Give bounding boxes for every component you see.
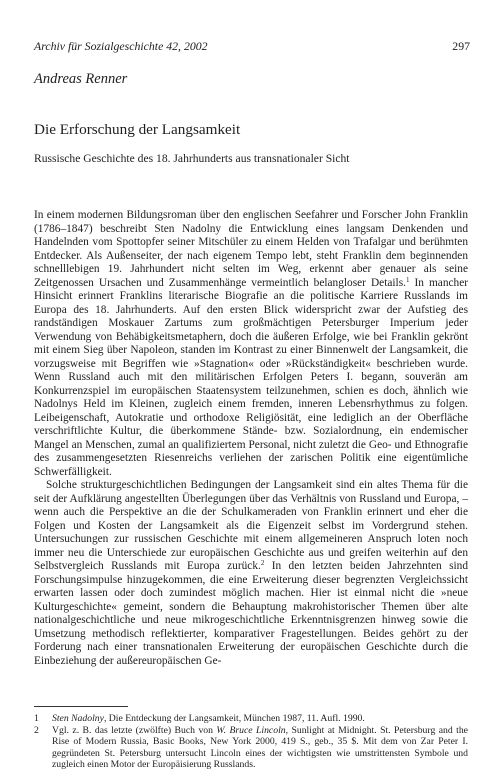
footnote-marker[interactable]: 2 <box>260 559 265 567</box>
footnote <box>34 713 468 725</box>
body-paragraph <box>34 479 468 668</box>
footnote-author: W. Bruce Lincoln <box>216 724 286 736</box>
article-subtitle: Russische Geschichte des 18. Jahrhunderts aus transnationaler Sicht <box>34 152 350 165</box>
footnote-text: , Die Entdeckung der Langsamkeit, München 1987, 11. Aufl. 1990. <box>103 713 365 724</box>
journal-citation: Archiv für Sozialgeschichte 42, 2002 <box>34 39 208 53</box>
page-number: 297 <box>452 39 470 53</box>
article-author: Andreas Renner <box>34 71 128 87</box>
article-body <box>34 209 468 668</box>
footnote-text: Vgl. z. B. das letzte (zwölfte) Buch von <box>52 724 217 736</box>
footnote-author: Sten Nadolny <box>52 713 104 724</box>
footnote-marker[interactable]: 1 <box>405 275 410 284</box>
paragraph-text: In mancher Hinsicht erinnert Franklins literarische Biografie an die politische Karriere Russlands im Europa des 18. Jahrhunderts. Auf den ersten Blick widerspricht zwar der Aufstieg des randständigen Moskauer Zartums zum großmächtigen Petersburger Imperium jeder Verwendung von Behäbigkeitsmetaphern, doch die äußeren Erfolge, wie bei Franklin gekrönt mit einem Sieg über Napoleon, standen im Kontrast zu einer Binnenwelt der Langsamkeit, die vorzugsweise mit Begriffen wie »Stagnation« oder »Rückständigkeit« beschrieben wurde. Wenn Russland auch mit den militärischen Erfolgen Peters I. begann, souverän am Konkurrenzspiel im europäischen Staatensystem teilzunehmen, schien es doch, ähnlich wie Nadolnys Held im Kleinen, zugleich einem fremden, inneren Lebensrhythmus zu folgen. Leibeigenschaft, Autokratie und orthodoxe Religiösität, eine lediglich an der Oberfläche verschriftlichte Kultur, die überkommene Stände- bzw. Sozialordnung, ein endemischer Mangel an Menschen, zumal an qualifiziertem Personal, nicht zuletzt die Geo- und Ethnografie des zusammengesetzten Riesenreichs verliehen der zarischen Politik eine eigentümliche Schwerfälligkeit. <box>34 276 469 478</box>
footnote-number: 2 <box>34 724 39 736</box>
running-header <box>34 39 470 55</box>
paragraph-text: Solche strukturgeschichtlichen Bedingungen der Langsamkeit sind ein altes Thema für die seit der Aufklärung angestellten Überlegungen über das Verhältnis von Russland und Europa, – wenn auch die Perspektive an die der Schulkameraden von Franklin erinnert und eher die Folgen und Kosten der Langsamkeit als die Eigenzeit selbst im Vordergrund stehen. Untersuchungen zur russischen Geschichte mit einem allgemeineren Anspruch loten noch immer neu die Unterschiede zur europäischen Geschichte aus und greifen weiterhin auf den Selbstvergleich Russlands mit Europa zurück. <box>34 479 468 572</box>
footnote <box>34 725 468 771</box>
article-title: Die Erforschung der Langsamkeit <box>34 121 241 138</box>
footnote-text: , Sunlight at Midnight. St. Petersburg and the Rise of Modern Russia, Basic Books, New York 2000, 419 S., geb., 35 $. Mit dem von Zar Peter I. gegründeten St. Petersburg untersucht Lincoln eines der wichtigsten wie umstrittensten Symbole und zugleich einen Motor der Europäisierung Russlands. <box>52 724 468 770</box>
footnote-number: 1 <box>34 713 39 724</box>
body-paragraph <box>34 209 468 479</box>
footnotes <box>34 713 468 771</box>
paragraph-text: In den letzten beiden Jahrzehnten sind Forschungsimpulse hinzugekommen, die eine Erweiterung dieser begrenzten Vergleichssicht erwarten lassen oder doch zumindest möglich machen. Hier ist einmal nicht die »neue Kulturgeschichte« gemeint, sondern die Behauptung makrohistorischer Themen über alte nationalgeschichtliche und neue mikrogeschichtliche Erkenntnisgrenzen hinweg sowie die Umsetzung methodisch reflektierter, komparativer Fragestellungen. Beides gehört zu der Forderung nach einer transnationalen Erweiterung der europäischen Geschichte durch die Einbeziehung der außereuropäischen Ge- <box>34 560 468 667</box>
paragraph-text: In einem modernen Bildungsroman über den englischen Seefahrer und Forscher John Franklin (1786–1847) beschreibt Sten Nadolny die Entwicklung eines langsam Denkenden und Handelnden vom Spottopfer seiner Mitschüler zu einem Helden von Trafalgar und berühmten Entdecker. Als Außenseiter, der nach eigenem Tempo lebt, steht Franklin dem beginnenden schnelllebigen 19. Jahrhundert nicht selten im Weg, erkennt aber genauer als seine Zeitgenossen Ursachen und Zusammenhänge vermeintlich belangloser Details. <box>34 209 468 289</box>
footnote-divider <box>34 706 128 707</box>
